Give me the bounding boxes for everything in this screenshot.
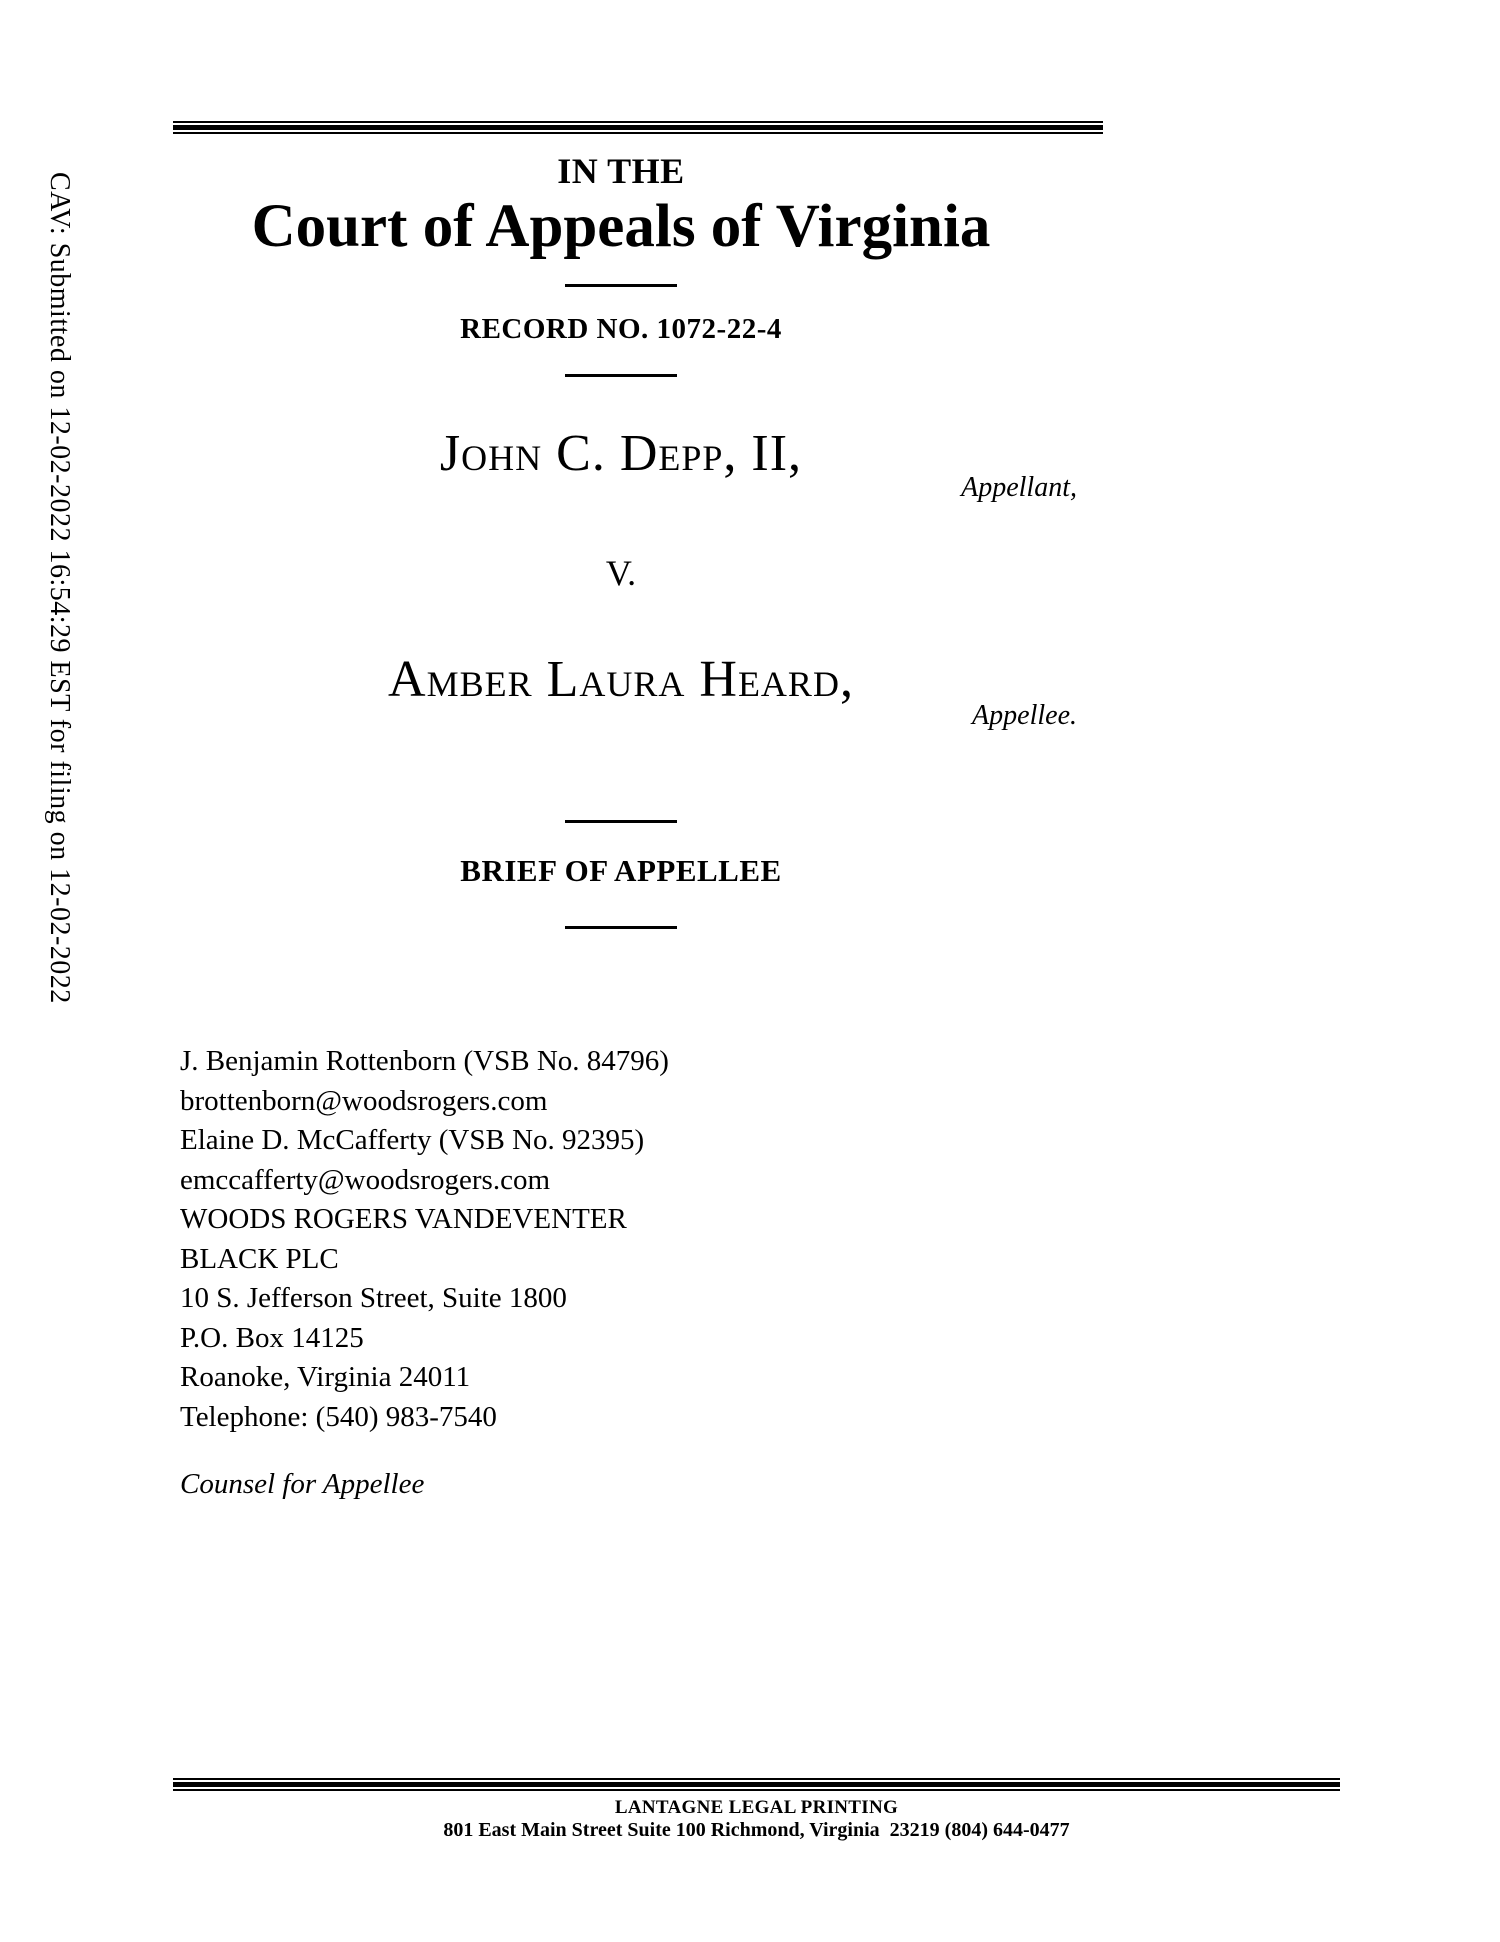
counsel-line-telephone: Telephone: (540) 983-7540 bbox=[180, 1400, 497, 1433]
court-title: Court of Appeals of Virginia bbox=[251, 193, 991, 260]
footer-rule-bar bbox=[173, 1782, 1340, 1787]
footer-rule bbox=[173, 1778, 1340, 1791]
versus: V. bbox=[605, 553, 637, 593]
header-in-the: IN THE bbox=[557, 151, 685, 191]
divider-below-brief-title bbox=[565, 926, 677, 929]
printer-address: 801 East Main Street Suite 100 Richmond, Virginia 23219 (804) 644-0477 bbox=[443, 1819, 1070, 1841]
counsel-line-attorney2: Elaine D. McCafferty (VSB No. 92395) bbox=[180, 1124, 645, 1156]
divider-below-record bbox=[565, 374, 677, 377]
top-rule bbox=[173, 121, 1103, 134]
counsel-line-attorney1: J. Benjamin Rottenborn (VSB No. 84796) bbox=[180, 1045, 669, 1077]
printer-name: LANTAGNE LEGAL PRINTING bbox=[614, 1797, 899, 1818]
counsel-line-street: 10 S. Jefferson Street, Suite 1800 bbox=[180, 1282, 567, 1314]
divider-above-brief-title bbox=[565, 820, 677, 823]
counsel-block bbox=[180, 1042, 940, 1437]
appellee-name: Amber Laura Heard, bbox=[388, 651, 854, 708]
counsel-line-email2: emccafferty@woodsrogers.com bbox=[180, 1163, 551, 1196]
counsel-line-city: Roanoke, Virginia 24011 bbox=[180, 1361, 471, 1393]
filing-stamp: CAV: Submitted on 12-02-2022 16:54:29 EST for filing on 12-02-2022 bbox=[44, 172, 75, 1004]
appellee-label: Appellee. bbox=[972, 700, 1077, 731]
counsel-line-firm1: WOODS ROGERS VANDEVENTER bbox=[180, 1203, 627, 1235]
appellant-label: Appellant, bbox=[961, 472, 1077, 503]
divider-above-record bbox=[565, 284, 677, 287]
counsel-line-pobox: P.O. Box 14125 bbox=[180, 1321, 364, 1354]
counsel-line-firm2: BLACK PLC bbox=[180, 1242, 339, 1275]
counsel-role: Counsel for Appellee bbox=[180, 1468, 425, 1500]
appellant-name: John C. Depp, II, bbox=[439, 425, 803, 482]
brief-title: BRIEF OF APPELLEE bbox=[460, 853, 782, 888]
top-rule-bar bbox=[173, 125, 1103, 130]
counsel-line-email1: brottenborn@woodsrogers.com bbox=[180, 1084, 548, 1117]
record-number: RECORD NO. 1072-22-4 bbox=[460, 313, 782, 345]
